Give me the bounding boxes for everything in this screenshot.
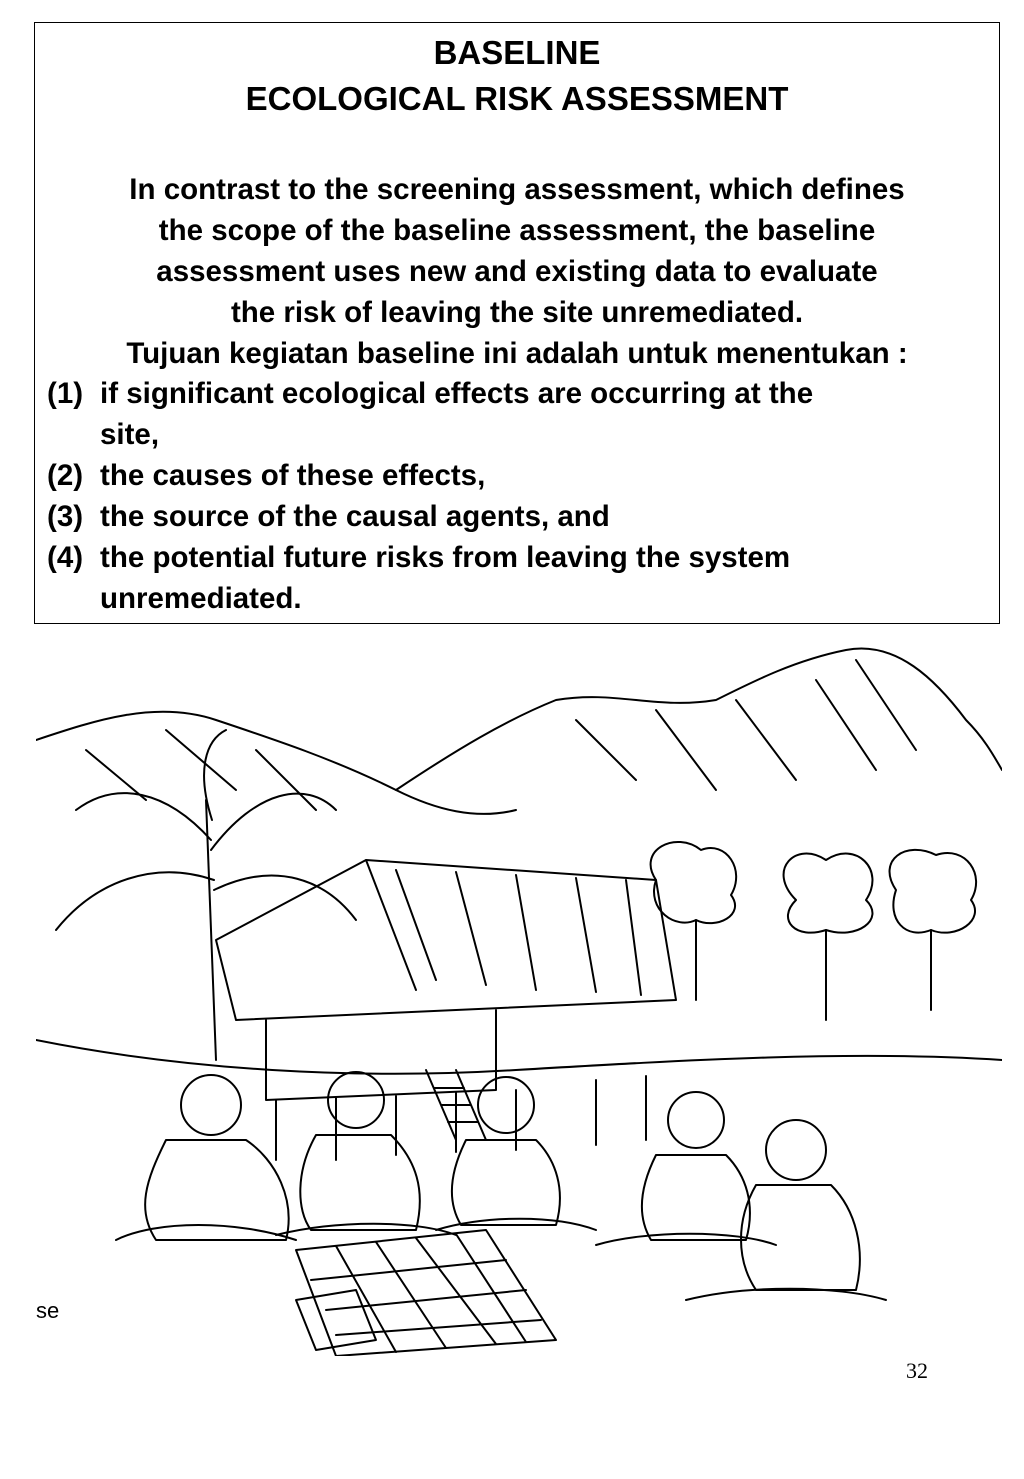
list-item <box>47 537 987 619</box>
intro-line: In contrast to the screening assessment, which defines <box>129 173 905 206</box>
list-item-line: the causes of these effects, <box>100 459 486 492</box>
tree <box>784 854 873 933</box>
intro-line: the risk of leaving the site unremediated. <box>230 296 804 329</box>
list-item-line: unremediated. <box>100 582 302 615</box>
title-line-1: BASELINE <box>433 34 601 71</box>
mountain-range <box>36 648 1002 790</box>
list-item <box>47 373 987 455</box>
page-number: 32 <box>906 1358 928 1383</box>
list-item-line: site, <box>100 418 160 451</box>
thatched-roof <box>216 860 676 1020</box>
list-item-line: the source of the causal agents, and <box>100 500 610 533</box>
objectives-list <box>47 373 987 619</box>
list-item-number: (3) <box>47 500 84 533</box>
intro-line: assessment uses new and existing data to evaluate <box>156 255 878 288</box>
list-item-number: (2) <box>47 459 84 492</box>
list-item-line: if significant ecological effects are occurring at the <box>100 377 814 410</box>
tujuan-line: Tujuan kegiatan baseline ini adalah untuk menentukan : <box>126 337 908 370</box>
village-meeting-illustration <box>36 640 1002 1356</box>
paper-sheet <box>296 1290 376 1350</box>
list-item <box>47 455 987 496</box>
list-item-number: (1) <box>47 377 84 410</box>
seated-villagers <box>116 1072 886 1300</box>
tree <box>651 842 737 923</box>
intro-line: the scope of the baseline assessment, the baseline <box>158 214 876 247</box>
list-item-line: the potential future risks from leaving the system <box>100 541 791 574</box>
tree <box>890 850 977 933</box>
list-item-number: (4) <box>47 541 84 574</box>
content-box <box>34 22 1000 624</box>
intro-paragraph <box>35 169 999 333</box>
title-line-2: ECOLOGICAL RISK ASSESSMENT <box>245 80 789 117</box>
list-item <box>47 496 987 537</box>
illustration-fragment-text: se <box>36 1298 60 1323</box>
